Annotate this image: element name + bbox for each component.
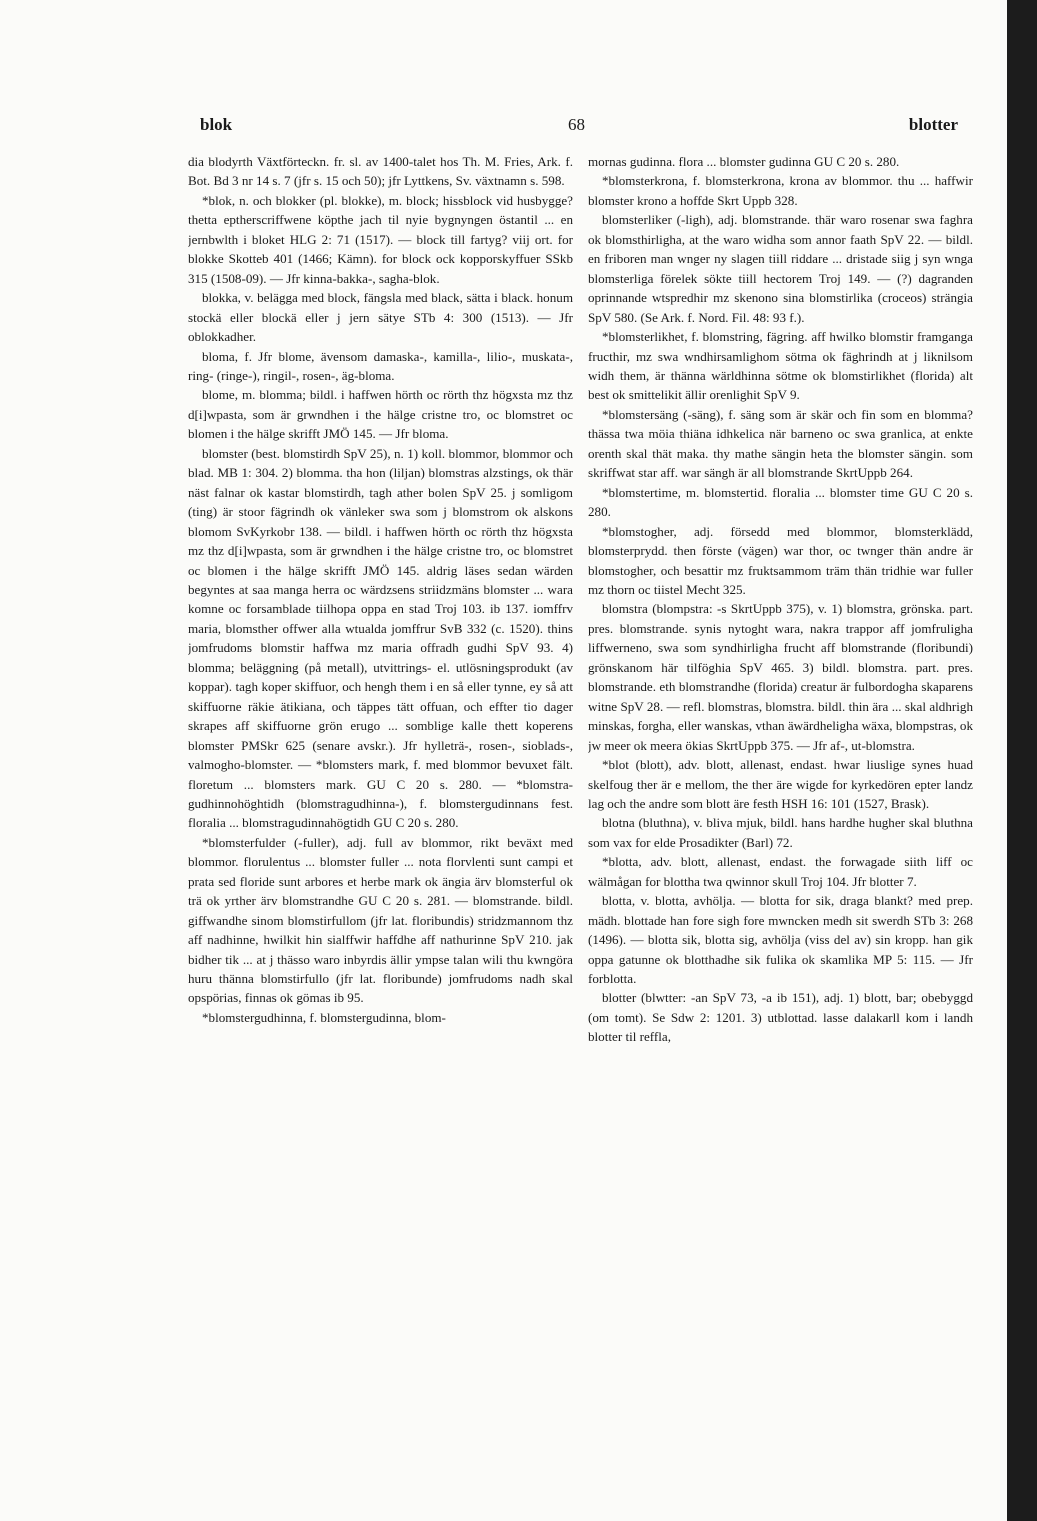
entry-text: blomstra (blompstra: -s SkrtUppb 375), v. 1) blomstra, grönska. part. pres. blomstrande. synis nytoght wara, nakra trappor aff jomfruligha liffwerneno, swa som syndhirligha frucht aff blomstrande (floribundi) grönskanom här tilföghia SpV 465. 3) bildl. blomstra. part. pres. blomstrande. eth blomstrandhe (florida) creatur är fulbordogha skaparens witne SpV 28. — refl. blomstras, blomstra. bildl. thin ära ... skal aldhrigh minskas, forgha, eller wanskas, vthan äwärdheligha wäxa, blompstras, ok jw meer ok meera ökias SkrtUppb 375. — Jfr af-, ut-blomstra.	[588, 601, 973, 753]
entry-text: blokka, v. belägga med block, fängsla med black, sätta i black. honum stockä eller blockä eller j jern sätye STb 4: 300 (1513). — Jfr oblokkadher.	[188, 290, 573, 345]
entry-text: *blomsterkrona, f. blomsterkrona, krona av blommor. thu ... haffwir blomster krono a hoffde Skrt Uppb 328.	[588, 173, 973, 208]
entry-text: bloma, f. Jfr blome, ävensom damaska-, kamilla-, lilio-, muskata-, ring- (ringe-), ringil-, rosen-, äg-bloma.	[188, 348, 573, 383]
entry-text: *blomstogher, adj. försedd med blommor, blomsterklädd, blomsterprydd. then förste (vägen) war thor, oc twnger thän andre är blomstogher, och besattir mz fruktsammom träm thän tridhie war fuller mz thorn oc tiistel Mecht 325.	[588, 523, 973, 597]
right-column	[588, 152, 973, 1347]
entry-text: blotter (blwtter: -an SpV 73, -a ib 151), adj. 1) blott, bar; obebyggd (om tomt). Se Sdw 2: 1201. 3) utblottad. lasse dalakarll kom i landh blotter til reffla,	[588, 990, 973, 1045]
entry-text: blotna (bluthna), v. bliva mjuk, bildl. hans hardhe hugher skal bluthna som vax for elde Prosadikter (Barl) 72.	[588, 815, 973, 850]
entry-text: *blok, n. och blokker (pl. blokke), m. block; hissblock vid husbygge? thetta eptherscriffwene köpthe jach til nyie bygnyngen östantil ... en jernbwlth i bloket HLG 2: 71 (1517). — block till fartyg? viij ort. for blokke Skotteb 401 (1466; Kämn). for block ock kopporskyffuer SSkb 315 (1508-09). — Jfr kinna-bakka-, sagha-blok.	[188, 192, 573, 286]
entry-text: blomsterliker (-ligh), adj. blomstrande. thär waro rosenar swa faghra ok blomsthirligha, at the waro widha som annor faath SpV 22. — bildl. en friboren man wnger ny slagen tiill riddare ... dristade siig j syn wnga blomsterliga förelek sökte tiill hectorem Troj 149. — (?) dagranden oprinnande wtspredhir mz skenono sina blomstirlika (croceos) strängia SpV 580. (Se Ark. f. Nord. Fil. 48: 93 f.).	[588, 212, 973, 325]
entry-text: *blomstersäng (-säng), f. säng som är skär och fin som en blomma? thässa twa möia thiäna idhkelica när barneno oc swa granlica, at enkte orenth skal thät maka. thy mathe sängin heta the blomster sängin. som skriffwat star aff. war sängh är all blomstrande SkrtUppb 264.	[588, 406, 973, 481]
entry-text: blotta, v. blotta, avhölja. — blotta for sik, draga blankt? med prep. mädh. blottade han fore sigh fore mwncken medh sit swerdh STb 3: 268 (1496). — blotta sik, blotta sig, avhölja (viss del av) sin kropp. han gik oppa gatunne ok blotthadhe sik fulika ok skamlika MP 5: 115. — Jfr forblotta.	[588, 893, 973, 987]
header-right-guideword: blotter	[908, 115, 958, 134]
header-left-guideword: blok	[200, 115, 233, 134]
left-column	[188, 152, 573, 1347]
page-number: 68	[568, 115, 585, 134]
entry-text: mornas gudinna. flora ... blomster gudinna GU C 20 s. 280.	[588, 154, 900, 169]
entry-text: blomster (best. blomstirdh SpV 25), n. 1) koll. blommor, blommor och blad. MB 1: 304. 2) blomma. tha hon (liljan) blomstras alzstings, ok thär näst falnar ok kastar blomstirdh, tagh ather bolen SpV 25. j somligom (ting) är stoor fägrindh ok vänleker swa som j blomstrom ok alskons blomom SvKyrkobr 138. — bildl. i haffwen hörth oc rörth thz högxsta mz thz d[i]wpasta, som är grwndhen i the hälge cristne tro, oc blomstret oc blomen i the hälge skrifft JMÖ 145. aldrig läses sedan wärden begyntes at saa manga herra oc wärdzsens striidzmäns blomster ... wara komne oc forsamblade tiilhopa oppa en stad Troj 103. ib 137. iomffrv maria, blomsther offwer alla wtualda jomffrur SvB 332 (c. 1520). thins jomfrudoms blomstir haffwa mz maria offradh gudhi SpV 93. 4) blomma; beläggning (på metall), utvittrings- el. utlösningsprodukt (av koppar). tagh koper skiffuor, och hengh them i en så eller tynne, ey så att skiffuorne räkie ätikiana, och täppes tätt offuan, och effter tio dager skrapes aff skiffuorne grön erugo ... somblige kalle thett koperens blomster PMSkr 625 (senare avskr.). Jfr hylleträ-, rosen-, sioblads-, valmogho-blomster. — *blomsters mark, f. med blommor bevuxet fält. floretum ... blomsters mark. GU C 20 s. 280. — *blomstra-gudhinnohöghtidh (blomstragudhinna-), f. blomstergudinnans fest. floralia ... blomstragudinnahögtidh GU C 20 s. 280.	[188, 445, 573, 831]
entry-text: *blomsterfulder (-fuller), adj. full av blommor, rikt beväxt med blommor. florulentus ... blomster fuller ... nota florvlenti sunt campi et prata sed floride sunt arbores et herbe mark ok ängia ärv blomsterful ok trä ok yrther ärv blomstrandhe GU C 20 s. 281. — blomstrande. bildl. giffwandhe sinom blomstirfullom (jfr lat. floribundis) stridzmannom thz aff nadhinne, hwilkit hin sialffwir haffdhe aff nathurinne SpV 210. jak bidher tik ... at j thässo waro inbyrdis ällir ympse talan wili thu kwngöra huru thänna blomstirfullo (jfr lat. floribunde) jomfrudoms nadh skal opspörias, finnas ok gömas ib 95.	[188, 834, 573, 1006]
entry-text: *blot (blott), adv. blott, allenast, endast. hwar liuslige synes huad skelfoug ther är e mellom, the ther äre wigde for kyrkedören epter landz lag och the andre som blott äre festh HSH 16: 101 (1527, Brask).	[588, 757, 973, 811]
entry-text: dia blodyrth Växtförteckn. fr. sl. av 1400-talet hos Th. M. Fries, Ark. f. Bot. Bd 3 nr 14 s. 7 (jfr s. 15 och 50); jfr Lyttkens, Sv. växtnamn s. 598.	[188, 154, 573, 189]
entry-text: *blotta, adv. blott, allenast, endast. the forwagade siith liff oc wälmågan for blottha twa qwinnor skull Troj 104. Jfr blotter 7.	[588, 854, 973, 889]
entry-text: blome, m. blomma; bildl. i haffwen hörth oc rörth thz högxsta mz thz d[i]wpasta, som är grwndhen i the hälge cristne tro, oc blomstret oc blomen i the hälge skrifft JMÖ 145. — Jfr bloma.	[188, 387, 573, 442]
page-header	[200, 115, 958, 139]
entry-text: *blomstergudhinna, f. blomstergudinna, blom-	[202, 1009, 446, 1025]
entry-text: *blomsterlikhet, f. blomstring, fägring. aff hwilko blomstir framganga fructhir, mz swa wndhirsamlighom sötma ok fäghrindh at j liknilsom widh them, är thänna wärldhinna sötme ok blomstirlikhet (florida) alt best ok smittelikit ällir orenlighit SpV 9.	[588, 329, 973, 403]
entry-text: *blomstertime, m. blomstertid. floralia ... blomster time GU C 20 s. 280.	[588, 484, 973, 520]
scan-edge	[1007, 0, 1037, 1521]
